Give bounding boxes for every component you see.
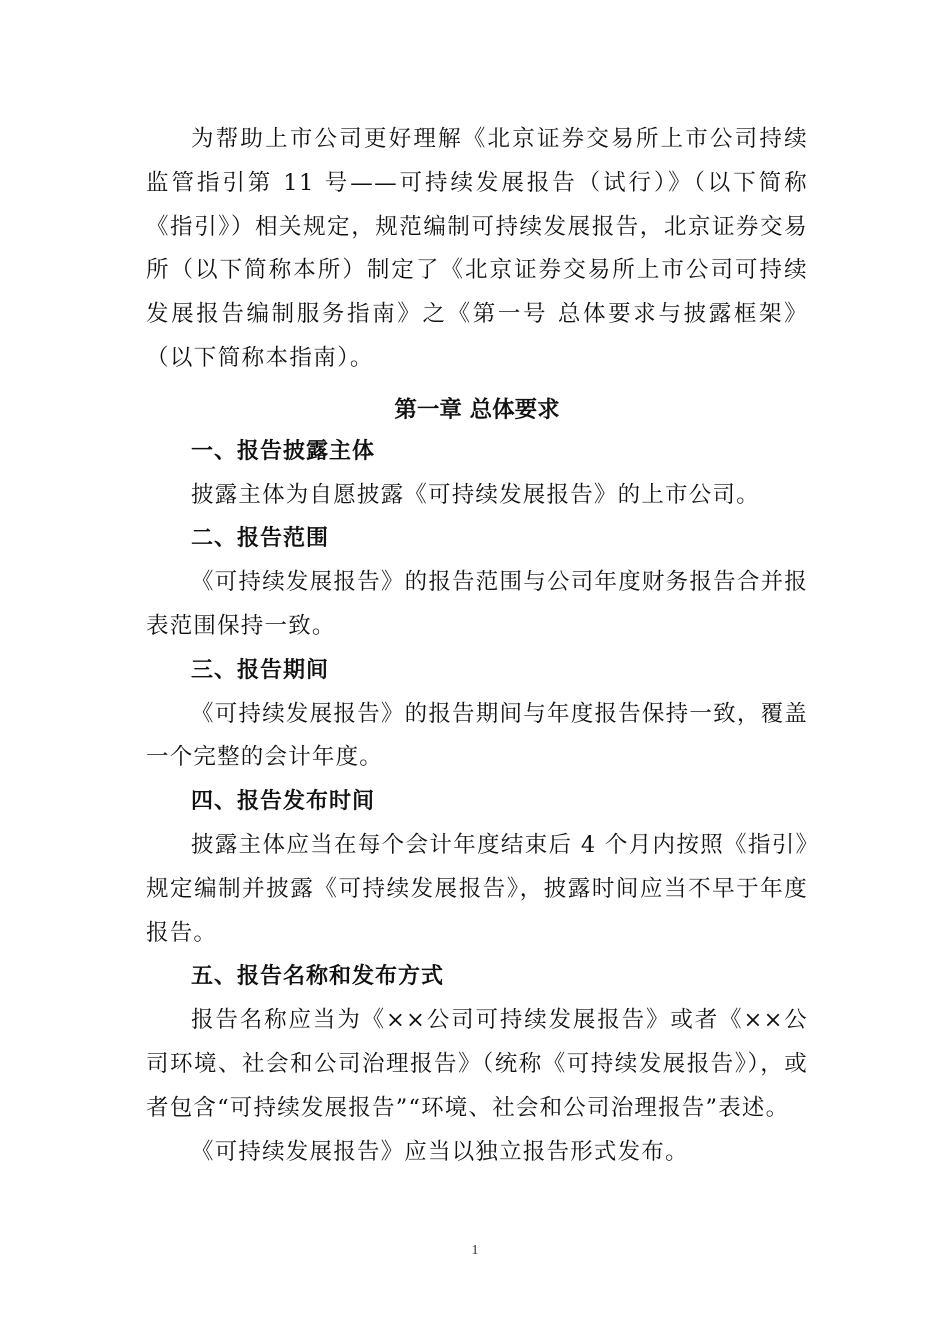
section-paragraph: 《可持续发展报告》的报告范围与公司年度财务报告合并报表范围保持一致。	[146, 569, 808, 639]
section-heading-release-time: 四、报告发布时间	[191, 789, 376, 815]
section-heading-report-period: 三、报告期间	[191, 657, 330, 683]
page-number: 1	[471, 1243, 479, 1258]
document-page	[146, 118, 808, 1174]
section-paragraph: 披露主体应当在每个会计年度结束后 4 个月内按照《指引》规定编制并披露《可持续发展报告》，披露时间应当不早于年度报告。	[146, 831, 808, 946]
section-heading-report-scope: 二、报告范围	[191, 526, 330, 552]
section-paragraph: 《可持续发展报告》应当以独立报告形式发布。	[191, 1138, 689, 1165]
section-heading-report-name-and-release: 五、报告名称和发布方式	[191, 964, 445, 990]
section-paragraph: 报告名称应当为《××公司可持续发展报告》或者《××公司环境、社会和公司治理报告》（统称《可持续发展报告》），或者包含“可持续发展报告”“环境、社会和公司治理报告”表述。	[146, 1007, 808, 1121]
section-paragraph: 披露主体为自愿披露《可持续发展报告》的上市公司。	[191, 481, 760, 508]
chapter-title: 第一章 总体要求	[394, 396, 560, 423]
section-paragraph: 《可持续发展报告》的报告期间与年度报告保持一致，覆盖一个完整的会计年度。	[146, 700, 808, 771]
section-heading-disclosure-subject: 一、报告披露主体	[191, 438, 376, 464]
intro-paragraph: 为帮助上市公司更好理解《北京证券交易所上市公司持续监管指引第 11 号——可持续发展报告（试行）》（以下简称《指引》）相关规定，规范编制可持续发展报告，北京证券交易所（以下简称本所）制定了《北京证券交易所上市公司可持续发展报告编制服务指南》之《第一号 总体要求与披露框架》（以下简称本指南）。	[146, 126, 808, 371]
